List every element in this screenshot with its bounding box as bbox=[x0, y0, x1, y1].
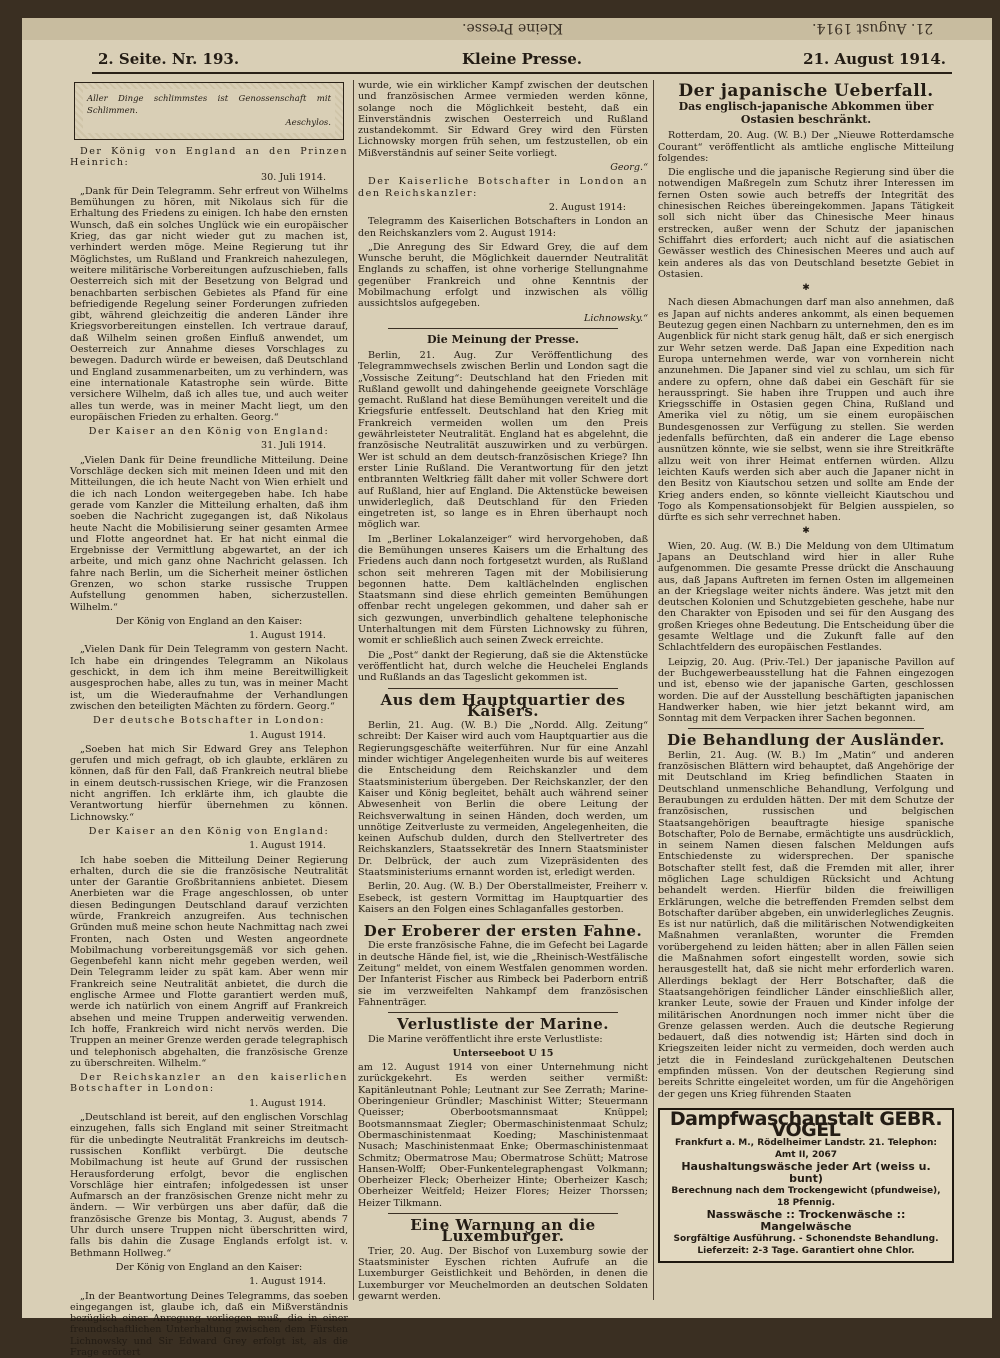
telegram-heading: Der König von England an den Kaiser: bbox=[70, 616, 348, 627]
article-text: am 12. August 1914 von einer Unternehmung nicht zurückgekehrt. Es werden seither vermißt: Kapitänleutnant Pohle; Leutnant zur See Zerrath; Marine-Oberingenieur Gründler; Maschinist Witter; Steuermann Queisser; Oberbootsmannsmaat Knüppel; Bootsmannsmaat Ziegler; Obermaschinistenmaat Schulz; Obermaschinistenmaat Koeding; Maschinistenmaat Nusach; Maschinistenmaat Enke; Obermaschinistenmaat Schmitz; Obermatrose Mau; Obermatrose Schütt; Matrose Hansen-Wolff; Ober-Funkentelegraphengast Volkmann; Oberheizer Fleck; Oberheizer Hinte; Oberheizer Kasch; Oberheizer Weitfeld; Heizer Flores; Heizer Thorssen; Heizer Tilkmann. bbox=[358, 1062, 648, 1209]
telegram-text: „Vielen Dank für Deine freundliche Mitteilung. Deine Vorschläge decken sich mit meinen Ideen und mit den Mitteilungen, die ich heute Nacht von Wien erhielt und die ich nach London weitergegeben habe. Ich habe gerade vom Kanzler die Mitteilung erhalten, daß ihm soeben die Nachricht zugegangen ist, daß Nikolaus heute Nacht die Mobilisierung seiner gesamten Armee und Flotte angeordnet hat. Er hat nicht einmal die Ergebnisse der Vermittlung abgewartet, an der ich arbeite, und mich ganz ohne Nachricht gelassen. Ich fahre nach Berlin, um die Sicherheit meiner östlichen Grenzen, wo schon starke russische Truppen Aufstellung genommen haben, sicherzustellen. Wilhelm.“ bbox=[70, 455, 348, 613]
separator-star: ✱ bbox=[658, 283, 954, 294]
previous-page-strip bbox=[22, 18, 992, 40]
telegram-date: 1. August 1914. bbox=[70, 1276, 348, 1287]
article-text: Leipzig, 20. Aug. (Priv.-Tel.) Der japanische Pavillon auf der Buchgewerbeausstellung hat die Fahnen eingezogen und ist, ebenso wie der japanische Garten, geschlossen worden. Die auf der Ausstellung beschäftigten japanischen Handwerker haben, wie hier jetzt bekannt wird, am Sonntag mit dem Verpacken ihrer Sachen begonnen. bbox=[658, 657, 954, 725]
ad-services-list: Nasswäsche :: Trockenwäsche :: Mangelwäsche bbox=[666, 1209, 946, 1233]
ad-delivery: Lieferzeit: 2-3 Tage. Garantiert ohne Chlor. bbox=[666, 1245, 946, 1257]
divider bbox=[388, 1213, 618, 1214]
column-3 bbox=[658, 80, 954, 1305]
telegram-text: „In der Beantwortung Deines Telegramms, das soeben eingegangen ist, glaube ich, daß ein Mißverständnis bezüglich einer Anregung vorliegen muß, die in einer freundschaftlichen Unterhaltung zwischen dem Fürsten Lichnowsky und Sir Edward Grey erfolgt ist, als die Frage erörtert bbox=[70, 1291, 348, 1358]
article-subheadline: Das englisch-japanische Abkommen über Ostasien beschränkt. bbox=[658, 100, 954, 126]
article-headline: Aus dem Hauptquartier des Kaisers. bbox=[358, 695, 648, 718]
motto-text: Aller Dinge schlimmstes ist Genossenschaft mit Schlimmen. bbox=[87, 93, 331, 117]
telegram-date: 1. August 1914. bbox=[70, 1098, 348, 1109]
telegram-text: „Soeben hat mich Sir Edward Grey ans Telephon gerufen und mich gefragt, ob ich glaubte, erklären zu können, daß für den Fall, daß Frankreich neutral bliebe in einem deutsch-russischen Kriege, wir die Franzosen nicht angriffen. Ich erklärte ihm, ich glaubte die Verantwortung hierfür übernehmen zu können. Lichnowsky.“ bbox=[70, 744, 348, 823]
divider bbox=[388, 919, 618, 920]
masthead: Kleine Presse. bbox=[462, 50, 582, 68]
divider bbox=[388, 328, 618, 329]
article-text: Berlin, 21. Aug. (W. B.) Im „Matin“ und anderen französischen Blättern wird behauptet, daß Angehörige der mit Deutschland im Krieg befindlichen Staaten in Deutschland unmenschliche Behandlung, Verfolgung und Beraubungen zu erdulden hätten. Der mit dem Schutze der französischen, russischen und belgischen Staatsangehörigen beauftragte hiesige spanische Botschafter, Polo de Bernabe, ermächtigte uns ausdrücklich, in seinem Namen diesen falschen Meldungen aufs Entschiedenste zu widersprechen. Der spanische Botschafter stellt fest, daß die Fremden mit aller, ihrer möglichen Lage schuldigen Rücksicht und Achtung behandelt werden. Hierfür bilden die freiwilligen Erklärungen, welche die betreffenden Fremden selbst dem Botschafter darüber abgeben, ein unwiderlegliches Zeugnis. Es ist nur natürlich, daß die militärischen Notwendigkeiten Maßnahmen veranlaßten, worunter die Fremden vorübergehend zu leiden hätten; aber in allen Fällen seien die Maßnahmen sofort eingestellt worden, sowie sich herausgestellt hat, daß sie nicht mehr erforderlich waren. Allerdings beklagt der Herr Botschafter, daß die Staatsangehörigen feindlicher Länder einschließlich aller, kranker Leute, sowie der Frauen und Kinder infolge der militärischen Anordnungen noch immer nicht über die Grenze gelassen werden. Auch die deutsche Regierung bedauert, daß dies notwendig ist; Härten sind doch in Kriegszeiten leider nicht zu vermeiden, doch werden auch jetzt die in Feindesland zurückgehaltenen Deutschen empfinden müssen. Von der deutschen Regierung sind bereits Schritte eingeleitet worden, um für die Angehörigen der gegen uns Krieg führenden Staaten bbox=[658, 750, 954, 1100]
article-headline: Die Behandlung der Ausländer. bbox=[658, 735, 954, 746]
ad-title: Dampfwaschanstalt GEBR. VOGEL bbox=[666, 1114, 946, 1137]
telegram-heading: Der Kaiserliche Botschafter in London an den Reichskanzler: bbox=[358, 176, 648, 199]
article-text: Nach diesen Abmachungen darf man also annehmen, daß es Japan auf nichts anderes ankommt, als einen bequemen Beutezug gegen einen Nachbarn zu unternehmen, den es im Augenblick für nicht stark genug hält, daß er sich energisch zur Wehr setzen werde. Daß Japan eine Expedition nach Europa unternehmen werde, war von vornherein nicht anzunehmen. Die Japaner sind viel zu schlau, um sich für andere zu opfern, ohne daß dabei ein Geschäft für sie herausspringt. Sie haben ihre Truppen und auch ihre Kriegsschiffe in Ostasien gegen China, Rußland und Amerika viel zu nötig, um sie einem europäischen Bundesgenossen zur Verfügung zu stellen. Sie werden jedenfalls befürchten, daß ein anderer die Lage ebenso ausnützen könnte, wie sie selbst, wenn sie ihre Streitkräfte allzu weit von ihrer Heimat entfernen würden. Allzu leichten Kaufs werden sich aber auch die Japaner nicht in den Besitz von Kiautschou setzen und sollte am Ende der Krieg anders enden, so könnte vielleicht Kiautschou und Togo als Kompensationsobjekt für Belgien ausspielen, so dürfte es sich sehr verrechnet haben. bbox=[658, 297, 954, 523]
strip-masthead: Kleine Presse. bbox=[462, 20, 563, 36]
telegram-date: 1. August 1914. bbox=[70, 630, 348, 641]
newspaper-page bbox=[22, 18, 992, 1318]
column-rule bbox=[353, 80, 354, 1300]
separator-star: ✱ bbox=[658, 526, 954, 537]
divider bbox=[388, 688, 618, 689]
telegram-heading: Der König von England an den Kaiser: bbox=[70, 1262, 348, 1273]
telegram-intro: Telegramm des Kaiserlichen Botschafters in London an den Reichskanzlers vom 2. August 1914: bbox=[358, 216, 648, 239]
article-text: Die Marine veröffentlicht ihre erste Verlustliste: bbox=[358, 1034, 648, 1045]
telegram-text: „Die Anregung des Sir Edward Grey, die auf dem Wunsche beruht, die Möglichkeit dauernder Neutralität Englands zu schaffen, ist ohne vorherige Stellungnahme gegenüber Frankreich und ohne Kenntnis der Mobilmachung erfolgt und inzwischen als völlig aussichtslos aufgegeben. bbox=[358, 242, 648, 310]
article-headline: Der japanische Ueberfall. bbox=[658, 86, 954, 97]
issue-date: 21. August 1914. bbox=[803, 50, 946, 68]
article-text: Berlin, 21. Aug. (W. B.) Die „Nordd. Allg. Zeitung“ schreibt: Der Kaiser wird auch vom Hauptquartier aus die Regierungsgeschäfte weiterführen. Nur für eine Anzahl minder wichtiger Angelegenheiten wurde bis auf weiteres die Entscheidung dem Reichskanzler und dem Staatsministerium übergeben. Der Reichskanzler, der den Kaiser und König begleitet, behält auch während seiner Abwesenheit von Berlin die obere Leitung der Reichsverwaltung in seinen Händen, doch werden, um unnötige Zeitverluste zu vermeiden, Angelegenheiten, die keinen Aufschub dulden, durch den Stellvertreter des Reichskanzlers, Staatssekretär des Innern Staatsminister Dr. Delbrück, der auch zum Vizepräsidenten des Staatsministeriums ernannt worden ist, erledigt werden. bbox=[358, 720, 648, 878]
telegram-heading: Der König von England an den Prinzen Heinrich: bbox=[70, 146, 348, 169]
article-text: Berlin, 21. Aug. Zur Veröffentlichung des Telegrammwechsels zwischen Berlin und London sagt die „Vossische Zeitung“: Deutschland hat den Frieden mit Rußland gewollt und dahingehende geeignete Vorschläge gemacht. Rußland hat diese Bemühungen vereitelt und die Kriegsfurie entfesselt. Deutschland hat den Krieg mit Frankreich vermeiden wollen um den Preis gewährleisteter Neutralität. England hat es abgelehnt, die französische Neutralität auszuwirken und zu verbürgen. Wer ist schuld an dem deutsch-französischen Kriege? Ihn erster Linie Rußland. Die Verantwortung für den jetzt entbrannten Weltkrieg fällt daher mit voller Schwere dort auf Rußland, hier auf England. Die Aktenstücke beweisen unwiderleglich, daß Deutschland für den Frieden eingetreten ist, so lange es in Ehren überhaupt noch möglich war. bbox=[358, 350, 648, 531]
article-text: Im „Berliner Lokalanzeiger“ wird hervorgehoben, daß die Bemühungen unseres Kaisers um die Erhaltung des Friedens auch dann noch fortgesetzt wurden, als Rußland schon seit mehreren Tagen mit der Mobilisierung begonnen hatte. Dem kaltlächelnden englischen Staatsmann sind diese ehrlich gemeinten Bemühungen offenbar recht ungelegen gekommen, und daher sah er sich gezwungen, unverbindlich gehaltene telephonische Unterhaltungen mit dem Fürsten Lichnowsky zu führen, womit er schließlich auch seinen Zweck erreichte. bbox=[358, 534, 648, 647]
column-2 bbox=[358, 80, 648, 1305]
telegram-date: 2. August 1914: bbox=[358, 202, 648, 213]
article-text: Die „Post“ dankt der Regierung, daß sie die Aktenstücke veröffentlicht hat, durch welche die Heuchelei Englands und Rußlands an das Tageslicht gekommen ist. bbox=[358, 650, 648, 684]
signature: Lichnowsky.“ bbox=[358, 313, 648, 324]
telegram-text: „Vielen Dank für Dein Telegramm von gestern Nacht. Ich habe ein dringendes Telegramm an Nikolaus geschickt, in dem ich ihm meine Bereitwilligkeit ausgesprochen habe, alles zu tun, was in meiner Macht ist, um die Wiederaufnahme der Verhandlungen zwischen den beteiligten Mächten zu fördern. Georg.“ bbox=[70, 644, 348, 712]
signature: Georg.“ bbox=[358, 162, 648, 173]
telegram-heading: Der deutsche Botschafter in London: bbox=[70, 715, 348, 726]
article-text: Die englische und die japanische Regierung sind über die notwendigen Maßregeln zum Schutz ihrer Interessen im fernen Osten sowie auch betreffs der Integrität des chinesischen Reiches übereingekommen. Japans Tätigkeit soll sich nicht über das Chinesische Meer hinaus erstrecken, außer wenn der Schutz der japanischen Schiffahrt dies erfordert; auch nicht auf die asiatischen Gewässer westlich des Chinesischen Meeres und auch auf kein anderes als das von Deutschland besetzte Gebiet in Ostasien. bbox=[658, 167, 954, 280]
strip-date: 21. August 1914. bbox=[812, 20, 933, 36]
article-text: Trier, 20. Aug. Der Bischof von Luxemburg sowie der Staatsminister Eyschen richten Aufrufe an die Luxemburger Geistlichkeit und Behörden, in denen die Luxemburger vor Meuchelmorden an deutschen Soldaten gewarnt werden. bbox=[358, 1246, 648, 1302]
article-text: Wien, 20. Aug. (W. B.) Die Meldung von dem Ultimatum Japans an Deutschland wird hier in aller Ruhe aufgenommen. Die gesamte Presse drückt die Anschauung aus, daß Japans Auftreten im fernen Osten im allgemeinen an der Kriegslage weiter nichts ändere. Was jetzt mit den deutschen Kolonien und Schutzgebieten geschehe, habe nur den Charakter von Episoden und sei für den Ausgang des großen Krieges ohne Bedeutung. Die Entscheidung über die gesamte Weltlage und die Zukunft falle auf den Schlachtfeldern des europäischen Festlandes. bbox=[658, 541, 954, 654]
article-text: Berlin, 20. Aug. (W. B.) Der Oberstallmeister, Freiherr v. Esebeck, ist gestern Vormittag im Hauptquartier des Kaisers an den Folgen eines Schlaganfalles gestorben. bbox=[358, 881, 648, 915]
divider bbox=[688, 728, 924, 729]
telegram-heading: Der Kaiser an den König von England: bbox=[70, 826, 348, 837]
telegram-date: 1. August 1914. bbox=[70, 730, 348, 741]
telegram-date: 1. August 1914. bbox=[70, 840, 348, 851]
divider bbox=[388, 1012, 618, 1013]
article-headline: Eine Warnung an die Luxemburger. bbox=[358, 1220, 648, 1243]
ad-address: Frankfurt a. M., Rödelheimer Landstr. 21. Telephon: Amt II, 2067 bbox=[666, 1137, 946, 1161]
column-1 bbox=[70, 80, 348, 1305]
telegram-text: „Dank für Dein Telegramm. Sehr erfreut von Wilhelms Bemühungen zu hören, mit Nikolaus sich für die Erhaltung des Friedens zu einigen. Ich habe den ernsten Wunsch, daß ein solches Unglück wie ein europäischer Krieg, das gar nicht wieder gut zu machen ist, verhindert werden möge. Meine Regierung tut ihr Möglichstes, um Rußland und Frankreich nahezulegen, weitere militärische Vorbereitungen aufzuschieben, falls Oesterreich sich mit der Besetzung von Belgrad und benachbarten serbischen Gebietes als Pfand für eine befriedigende Regelung seiner Forderungen zufrieden gibt, während gleichzeitig die anderen Länder ihre Kriegsvorbereitungen einstellen. Ich vertraue darauf, daß Wilhelm seinen großen Einfluß anwendet, um Oesterreich zur Annahme dieses Vorschlages zu bewegen. Dadurch würde er beweisen, daß Deutschland und England zusammenarbeiten, um zu verhindern, was eine internationale Katastrophe sein würde. Bitte versichere Wilhelm, daß ich alles tue, und auch weiter alles tun werde, was in meiner Macht liegt, um den europäischen Frieden zu erhalten. Georg.“ bbox=[70, 186, 348, 423]
telegram-text: Ich habe soeben die Mitteilung Deiner Regierung erhalten, durch die sie die französische Neutralität unter der Garantie Großbritanniens anbietet. Diesem Anerbieten war die Frage angeschlossen, ob unter diesen Bedingungen Deutschland darauf verzichten würde, Frankreich anzugreifen. Aus technischen Gründen muß meine schon heute Nachmittag nach zwei Fronten, nach Osten und Westen angeordnete Mobilmachung vorbereitungsgemäß vor sich gehen. Gegenbefehl kann nicht mehr gegeben werden, weil Dein Telegramm leider zu spät kam. Aber wenn mir Frankreich seine Neutralität anbietet, die durch die englische Armee und Flotte garantiert werden muß, werde ich natürlich von einem Angriff auf Frankreich absehen und meine Truppen anderweitig verwenden. Ich hoffe, Frankreich wird nicht nervös werden. Die Truppen an meiner Grenze werden gerade telegraphisch und telephonisch abgehalten, die französische Grenze zu überschreiten. Wilhelm.“ bbox=[70, 855, 348, 1070]
telegram-heading: Der Kaiser an den König von England: bbox=[70, 426, 348, 437]
telegram-text: „Deutschland ist bereit, auf den englischen Vorschlag einzugehen, falls sich England mit seiner Streitmacht für die unbedingte Neutralität Frankreichs im deutsch-russischen Konflikt verbürgt. Die deutsche Mobilmachung ist heute auf Grund der russischen Herausforderung erfolgt, bevor die englischen Vorschläge hier eintrafen; infolgedessen ist unser Aufmarsch an der französischen Grenze nicht mehr zu ändern. — Wir verbürgen uns aber dafür, daß die französische Grenze bis Montag, 3. August, abends 7 Uhr durch unsere Truppen nicht überschritten wird, falls bis dahin die Zusage Englands erfolgt ist. v. Bethmann Hollweg.“ bbox=[70, 1112, 348, 1259]
telegram-heading: Der Reichskanzler an den kaiserlichen Botschafter in London: bbox=[70, 1072, 348, 1095]
article-headline: Verlustliste der Marine. bbox=[358, 1019, 648, 1030]
telegram-date: 31. Juli 1914. bbox=[70, 440, 348, 451]
ad-service: Haushaltungswäsche jeder Art (weiss u. bunt) bbox=[666, 1161, 946, 1185]
article-text: Die erste französische Fahne, die im Gefecht bei Lagarde in deutsche Hände fiel, ist, wie die „Rheinisch-Westfälische Zeitung“ meldet, von einem Westfalen genommen worden. Der Infanterist Fischer aus Rimbeck bei Paderborn entriß sie im verzweifelten Nahkampf dem französischen Fahnenträger. bbox=[358, 940, 648, 1008]
article-headline: Der Eroberer der ersten Fahne. bbox=[358, 926, 648, 937]
telegram-date: 30. Juli 1914. bbox=[70, 172, 348, 183]
page-header bbox=[92, 48, 952, 74]
motto-author: Aeschylos. bbox=[87, 117, 331, 129]
article-text: Rotterdam, 20. Aug. (W. B.) Der „Nieuwe Rotterdamsche Courant“ veröffentlicht als amtliche englische Mitteilung folgendes: bbox=[658, 130, 954, 164]
motto-box bbox=[74, 82, 344, 140]
article-subhead: Unterseeboot U 15 bbox=[358, 1048, 648, 1059]
advertisement bbox=[658, 1108, 954, 1263]
continued-text: wurde, wie ein wirklicher Kampf zwischen der deutschen und französischen Armee vermieden werden könne, solange noch die Möglichkeit besteht, daß ein Einverständnis zwischen Oesterreich und Rußland zustandekommt. Sir Edward Grey wird den Fürsten Lichnowsky morgen früh sehen, um festzustellen, ob ein Mißverständnis auf seiner Seite vorliegt. bbox=[358, 80, 648, 159]
column-rule bbox=[653, 80, 654, 1300]
page-number: 2. Seite. Nr. 193. bbox=[98, 50, 239, 68]
ad-quality: Sorgfältige Ausführung. - Schonendste Behandlung. bbox=[666, 1233, 946, 1245]
article-headline: Die Meinung der Presse. bbox=[358, 333, 648, 346]
ad-pricing: Berechnung nach dem Trockengewicht (pfundweise), 18 Pfennig. bbox=[666, 1185, 946, 1209]
